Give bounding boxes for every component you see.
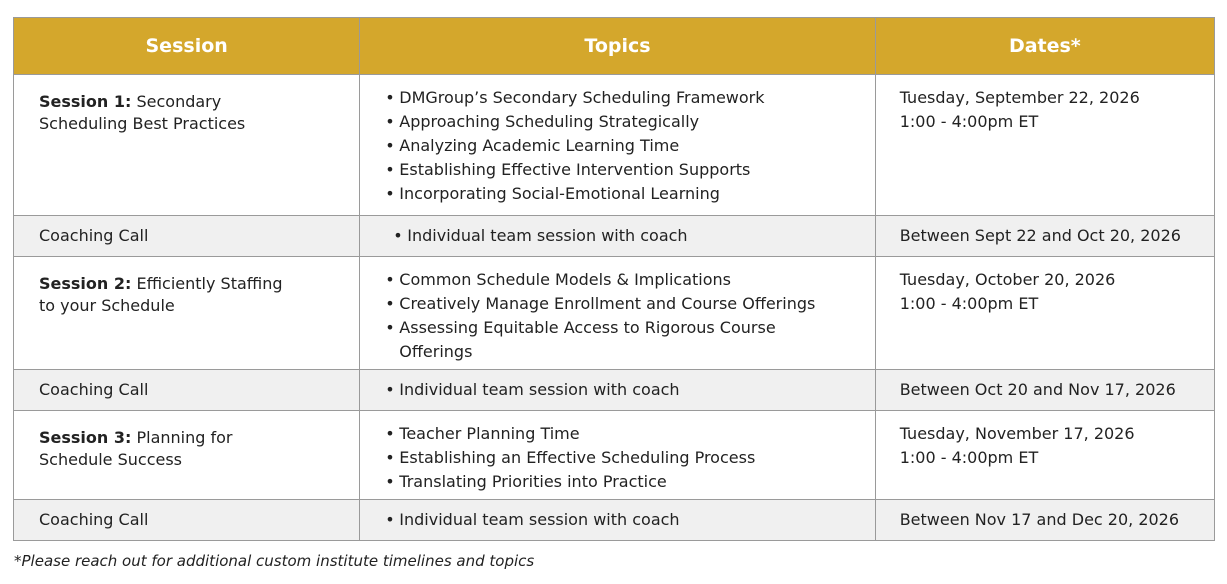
topic-item: • Analyzing Academic Learning Time <box>385 134 874 158</box>
coaching-label: Coaching Call <box>14 216 360 257</box>
date-cell <box>875 75 1214 216</box>
coaching-date: Between Sept 22 and Oct 20, 2026 <box>875 216 1214 257</box>
session-title: Secondary Scheduling Best Practices <box>39 92 246 133</box>
date-cell <box>875 257 1214 370</box>
header-dates: Dates* <box>875 18 1214 75</box>
session-number: Session 3: <box>39 428 132 447</box>
topic-item: • Common Schedule Models & Implications <box>385 268 834 292</box>
topic-list <box>393 224 874 248</box>
topic-item: • Approaching Scheduling Strategically <box>385 110 874 134</box>
date-cell <box>875 411 1214 500</box>
topics-cell <box>360 500 875 541</box>
topic-item: • Establishing an Effective Scheduling Process <box>385 446 874 470</box>
session-label <box>14 75 360 216</box>
topics-cell <box>360 257 875 370</box>
topic-item: • Teacher Planning Time <box>385 422 874 446</box>
topic-item: • Incorporating Social-Emotional Learning <box>385 182 874 206</box>
date-day: Tuesday, October 20, 2026 <box>899 270 1116 289</box>
session-title: Planning for Schedule Success <box>39 428 233 469</box>
session-number: Session 2: <box>39 274 132 293</box>
topic-item: • DMGroup’s Secondary Scheduling Framework <box>385 86 874 110</box>
coaching-row <box>14 370 1215 411</box>
footnote: *Please reach out for additional custom institute timelines and topics <box>14 552 535 570</box>
topic-list <box>385 508 874 532</box>
topic-list <box>385 422 874 494</box>
coaching-label: Coaching Call <box>14 370 360 411</box>
session-row <box>14 257 1215 370</box>
topic-item: • Individual team session with coach <box>385 508 874 532</box>
coaching-label: Coaching Call <box>14 500 360 541</box>
date-time: 1:00 - 4:00pm ET <box>899 448 1039 467</box>
topic-list <box>385 86 874 206</box>
topics-cell <box>360 370 875 411</box>
session-row <box>14 411 1215 500</box>
session-title: Efficiently Staffing to your Schedule <box>39 274 283 315</box>
topics-cell <box>360 411 875 500</box>
coaching-row <box>14 216 1215 257</box>
topic-item: • Individual team session with coach <box>385 378 874 402</box>
date-time: 1:00 - 4:00pm ET <box>899 294 1039 313</box>
header-row <box>14 18 1215 75</box>
topic-item: • Individual team session with coach <box>393 224 874 248</box>
topic-list <box>385 378 874 402</box>
session-label <box>14 257 360 370</box>
topic-item: • Assessing Equitable Access to Rigorous Course Offerings <box>385 316 834 364</box>
session-label <box>14 411 360 500</box>
header-session: Session <box>14 18 360 75</box>
topics-cell <box>360 216 875 257</box>
topic-item: • Creatively Manage Enrollment and Course Offerings <box>385 292 834 316</box>
coaching-row <box>14 500 1215 541</box>
session-row <box>14 75 1215 216</box>
date-day: Tuesday, September 22, 2026 <box>899 88 1140 107</box>
topic-item: • Establishing Effective Intervention Supports <box>385 158 874 182</box>
session-number: Session 1: <box>39 92 132 111</box>
topic-list <box>385 268 834 364</box>
topic-item: • Translating Priorities into Practice <box>385 470 874 494</box>
date-day: Tuesday, November 17, 2026 <box>899 424 1135 443</box>
date-time: 1:00 - 4:00pm ET <box>899 112 1039 131</box>
coaching-date: Between Nov 17 and Dec 20, 2026 <box>875 500 1214 541</box>
header-topics: Topics <box>360 18 875 75</box>
topics-cell <box>360 75 875 216</box>
schedule-table <box>13 17 1215 541</box>
coaching-date: Between Oct 20 and Nov 17, 2026 <box>875 370 1214 411</box>
